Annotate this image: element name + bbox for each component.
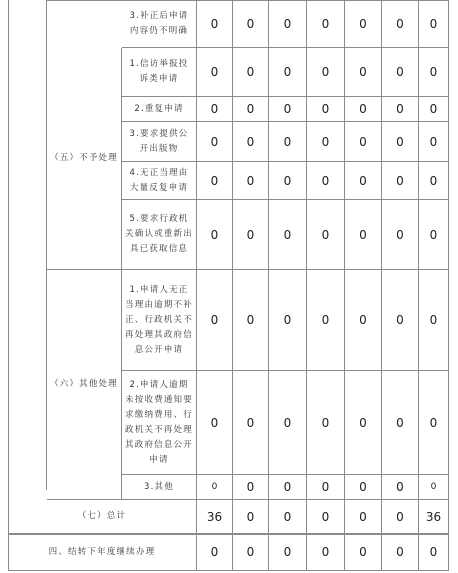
table-cell: 0 <box>269 97 307 122</box>
table-cell: 0 <box>269 162 307 200</box>
table-cell: 0 <box>307 122 345 162</box>
table-cell: 0 <box>307 97 345 122</box>
table-cell: 0 <box>345 48 382 97</box>
table-cell: 0 <box>382 371 419 475</box>
row-label-duplicate-request: 2.重复申请 <box>122 97 197 122</box>
table-cell: 0 <box>233 97 269 122</box>
table-cell: 0 <box>197 162 233 200</box>
table-cell: 0 <box>345 534 382 571</box>
table-cell: 0 <box>233 200 269 270</box>
table-cell: 0 <box>419 48 449 97</box>
table-cell: 0 <box>307 270 345 371</box>
table-cell: 0 <box>419 122 449 162</box>
statistics-table <box>8 0 449 571</box>
row-label-repeated-requests: 4.无正当理由大量反复申请 <box>122 162 197 200</box>
table-cell: 0 <box>307 534 345 571</box>
table-cell: 0 <box>345 122 382 162</box>
table-cell: 0 <box>345 97 382 122</box>
table-cell: 0 <box>419 475 449 500</box>
table-cell: 0 <box>382 270 419 371</box>
table-cell: 0 <box>419 200 449 270</box>
table-cell: 0 <box>307 162 345 200</box>
table-cell: 0 <box>269 0 307 48</box>
row-label-confirm-reissue: 5.要求行政机关确认或重新出具已获取信息 <box>122 200 197 270</box>
table-cell: 0 <box>382 500 419 534</box>
table-cell: 0 <box>382 0 419 48</box>
table-cell: 0 <box>269 270 307 371</box>
table-cell: 0 <box>419 97 449 122</box>
category-carry-over: 四、结转下年度继续办理 <box>8 534 197 571</box>
table-cell: 0 <box>197 270 233 371</box>
table-cell: 0 <box>419 270 449 371</box>
table-cell: 0 <box>197 200 233 270</box>
table-cell: 0 <box>233 500 269 534</box>
table-cell: 0 <box>307 475 345 500</box>
table-cell: 0 <box>307 371 345 475</box>
table-cell: 0 <box>269 534 307 571</box>
table-cell: 0 <box>197 371 233 475</box>
table-cell: 0 <box>197 97 233 122</box>
table-cell: 0 <box>382 97 419 122</box>
table-cell: 0 <box>269 475 307 500</box>
row-label-unclear-after-correction: 3.补正后申请内容仍不明确 <box>122 0 197 48</box>
table-cell: 0 <box>269 122 307 162</box>
table-cell: 0 <box>269 371 307 475</box>
table-cell: 36 <box>419 500 449 534</box>
table-cell: 0 <box>197 0 233 48</box>
table-cell: 0 <box>307 500 345 534</box>
table-cell: 0 <box>345 0 382 48</box>
table-cell: 0 <box>382 475 419 500</box>
table-cell: 0 <box>345 270 382 371</box>
table-cell: 0 <box>269 200 307 270</box>
table-cell: 0 <box>345 500 382 534</box>
table-cell: 36 <box>197 500 233 534</box>
row-label-published-material: 3.要求提供公开出版物 <box>122 122 197 162</box>
row-label-unpaid-fees: 2.申请人逾期未按收费通知要求缴纳费用、行政机关不再处理其政府信息公开申请 <box>122 371 197 475</box>
table-cell: 0 <box>197 475 233 500</box>
table-cell: 0 <box>307 0 345 48</box>
table-cell: 0 <box>382 48 419 97</box>
table-cell: 0 <box>233 122 269 162</box>
table-cell: 0 <box>382 200 419 270</box>
row-label-overdue-correction: 1.申请人无正当理由逾期不补正、行政机关不再处理其政府信息公开申请 <box>122 270 197 371</box>
table-cell: 0 <box>419 0 449 48</box>
table-cell: 0 <box>233 270 269 371</box>
category-refuse: （五）不予处理 <box>47 48 122 270</box>
table-cell: 0 <box>197 122 233 162</box>
table-cell: 0 <box>233 475 269 500</box>
table-cell: 0 <box>233 48 269 97</box>
table-left-border <box>8 0 9 571</box>
table-cell: 0 <box>307 48 345 97</box>
table-cell: 0 <box>345 200 382 270</box>
table-cell: 0 <box>345 371 382 475</box>
row-label-other: 3.其他 <box>122 475 197 500</box>
table-cell: 0 <box>419 371 449 475</box>
table-cell: 0 <box>382 534 419 571</box>
table-cell: 0 <box>419 162 449 200</box>
table-cell: 0 <box>233 0 269 48</box>
table-cell: 0 <box>233 162 269 200</box>
table-cell: 0 <box>269 500 307 534</box>
row-label-petition-complaint: 1.信访举报投诉类申请 <box>122 48 197 97</box>
table-cell: 0 <box>233 371 269 475</box>
category-total: （七）总计 <box>8 500 197 534</box>
table-cell: 0 <box>382 162 419 200</box>
table-cell: 0 <box>233 534 269 571</box>
table-cell: 0 <box>345 475 382 500</box>
table-cell: 0 <box>197 534 233 571</box>
table-cell: 0 <box>382 122 419 162</box>
table-cell: 0 <box>269 48 307 97</box>
table-cell: 0 <box>307 200 345 270</box>
table-cell: 0 <box>197 48 233 97</box>
table-cell: 0 <box>419 534 449 571</box>
table-cell: 0 <box>345 162 382 200</box>
category-other: （六）其他处理 <box>47 270 122 500</box>
